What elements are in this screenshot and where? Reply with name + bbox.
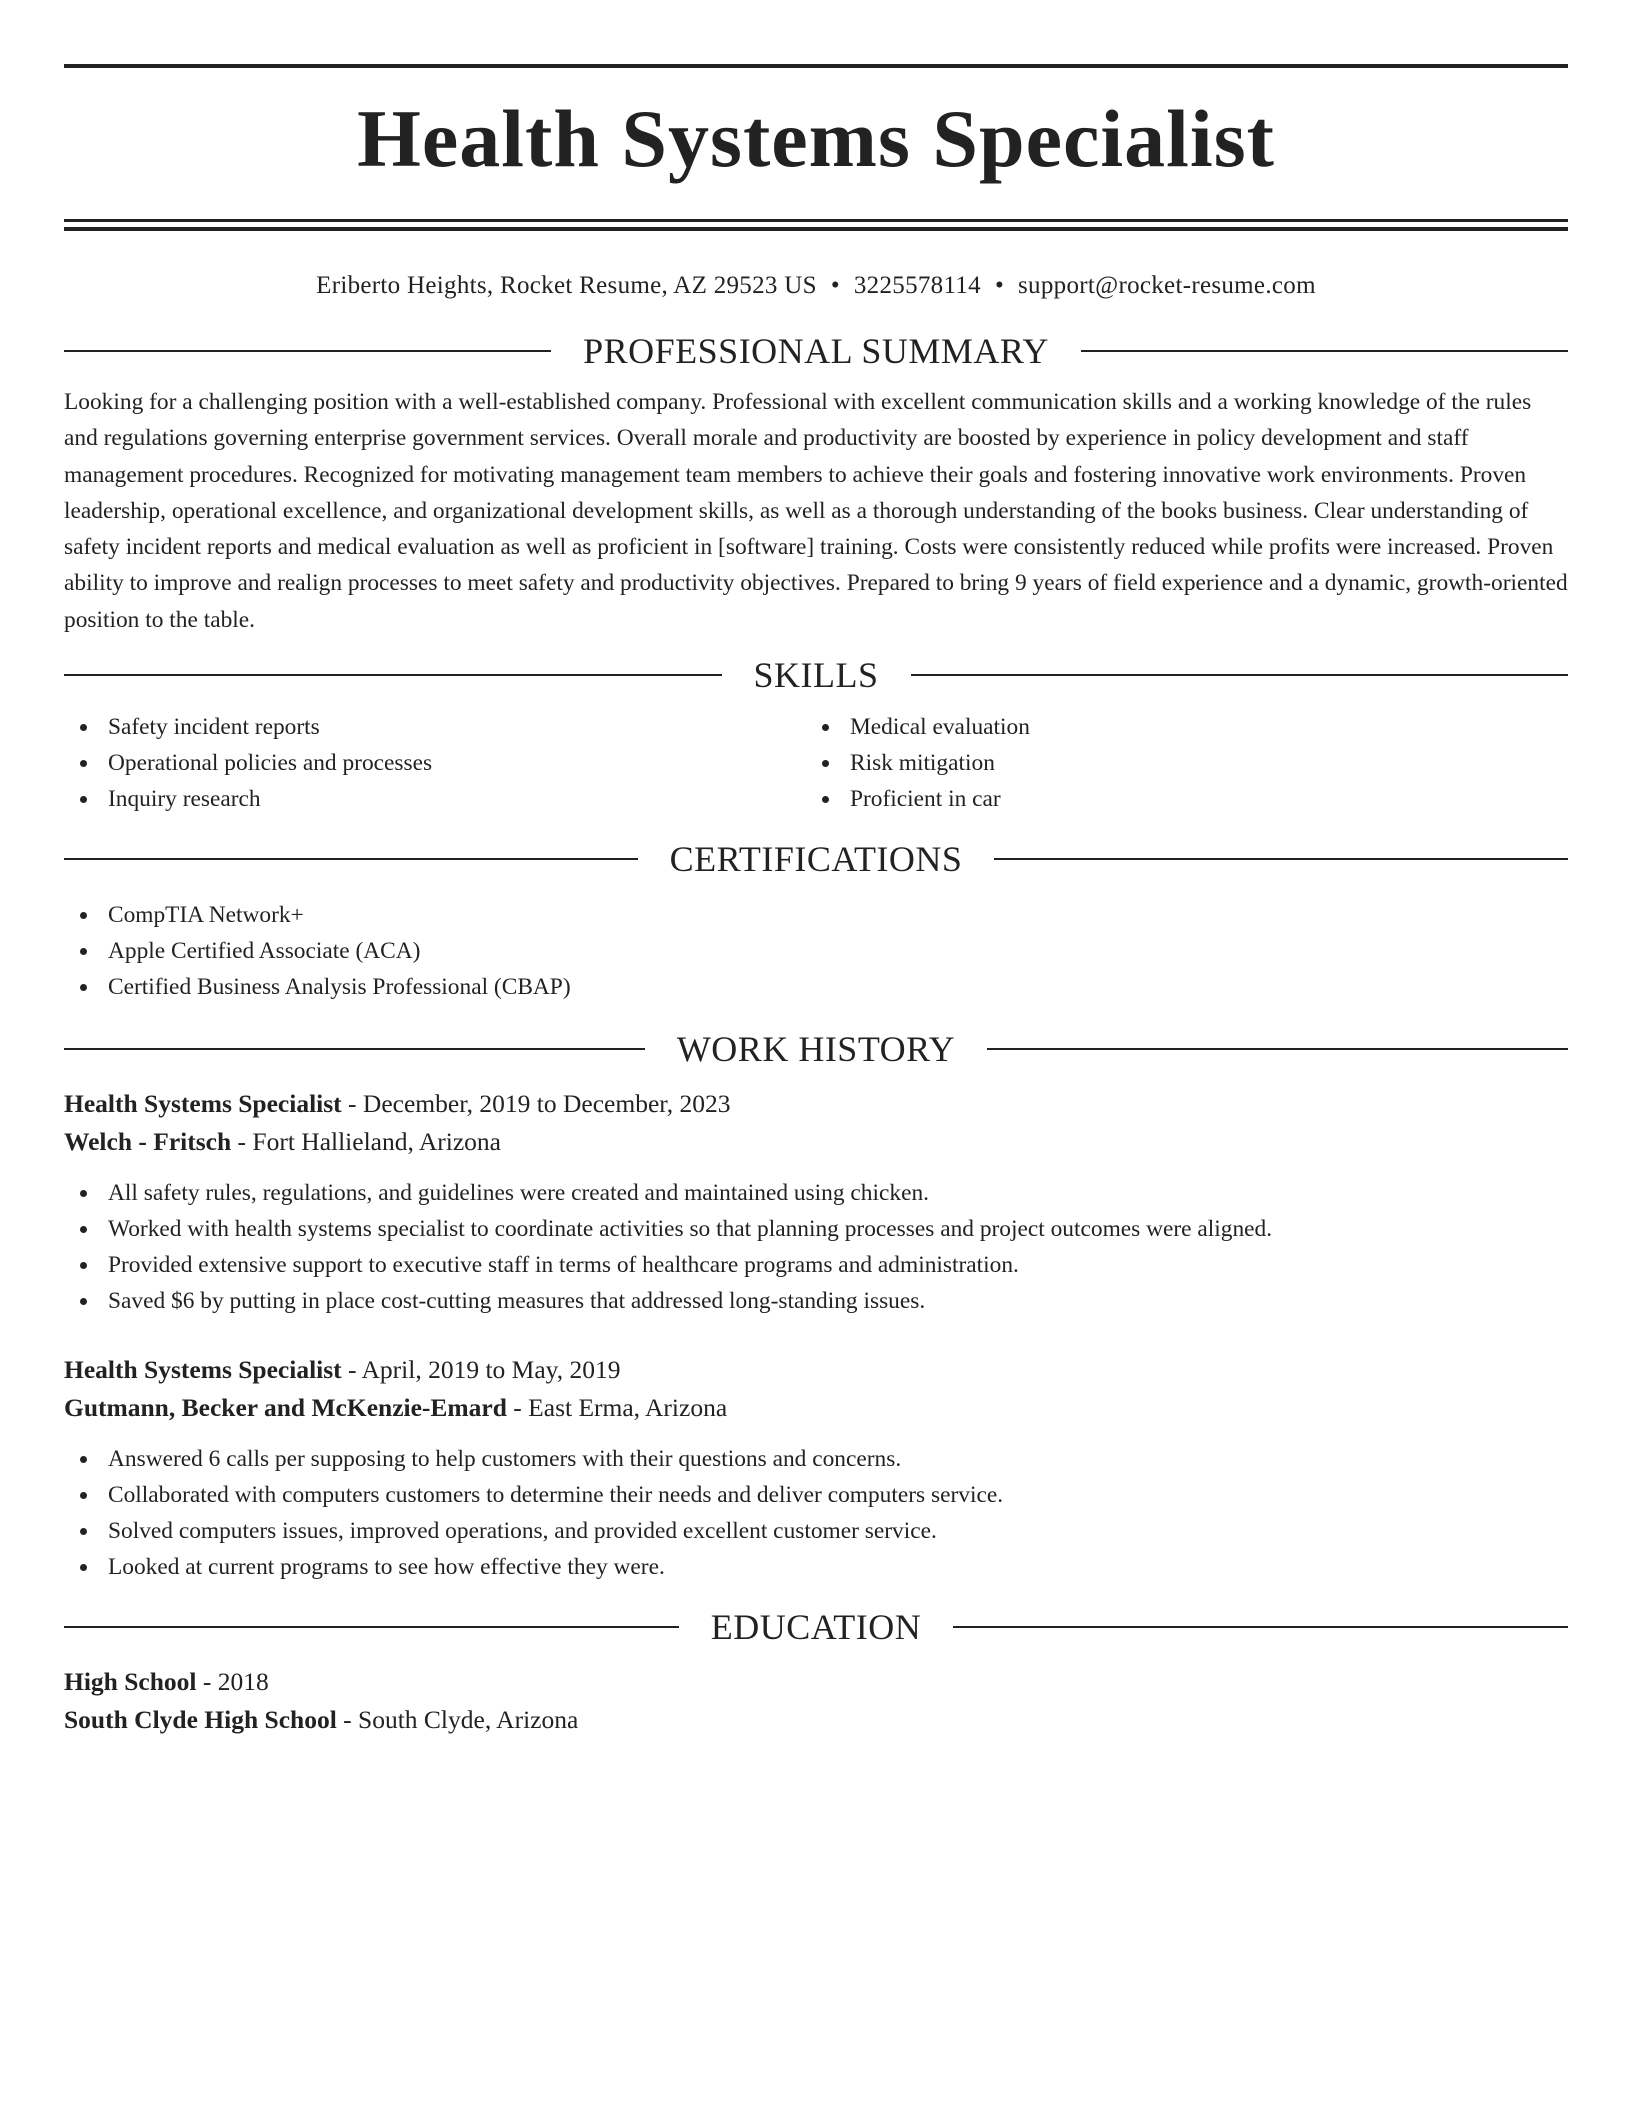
separator: • — [830, 272, 840, 299]
skills-column-right — [806, 709, 1548, 817]
education-year: 2018 — [217, 1667, 269, 1697]
skill-item: Risk mitigation — [806, 745, 1548, 781]
job-bullets — [64, 1175, 1568, 1319]
section-header-education — [64, 1605, 1568, 1649]
job-bullets — [64, 1441, 1568, 1585]
certification-item: Apple Certified Associate (ACA) — [64, 933, 1568, 969]
job-dates: April, 2019 to May, 2019 — [361, 1355, 621, 1385]
education-degree-line: High School - 2018 — [64, 1667, 269, 1697]
divider — [64, 858, 638, 860]
section-title: WORK HISTORY — [676, 1029, 956, 1070]
divider — [911, 674, 1569, 676]
education-entry — [64, 1663, 1568, 1739]
email: support@rocket-resume.com — [1018, 272, 1316, 299]
job-bullet: Worked with health systems specialist to coordinate activities so that planning processes and project outcomes were aligned. — [64, 1211, 1568, 1247]
job-bullet: Looked at current programs to see how effective they were. — [64, 1549, 1568, 1585]
job-bullet: Saved $6 by putting in place cost-cutting measures that addressed long-standing issues. — [64, 1283, 1568, 1319]
job-company-line: Welch - Fritsch - Fort Hallieland, Arizona — [64, 1127, 501, 1157]
education-location: South Clyde, Arizona — [358, 1705, 579, 1735]
job-location: Fort Hallieland, Arizona — [252, 1127, 501, 1157]
job-company: Welch - Fritsch — [64, 1127, 232, 1157]
job-title-line: Health Systems Specialist - December, 2019 to December, 2023 — [64, 1089, 731, 1119]
divider — [64, 350, 551, 352]
summary-text: Looking for a challenging position with a well-established company. Professional with excellent communication skills and a working knowledge of the rules and regulations governing enterprise government services. Overall morale and productivity are boosted by experience in policy development and staff management procedures. Recognized for motivating management team members to achieve their goals and fostering innovative work environments. Proven leadership, operational excellence, and organizational development skills, as well as a thorough understanding of the books business. Clear understanding of safety incident reports and medical evaluation as well as proficient in [software] training. Costs were consistently reduced while profits were increased. Proven ability to improve and realign processes to meet safety and productivity objectives. Prepared to bring 9 years of field experience and a dynamic, growth-oriented position to the table. — [64, 389, 1568, 633]
divider — [1081, 350, 1568, 352]
resume-page — [64, 64, 1568, 1739]
resume-title: Health Systems Specialist — [357, 93, 1275, 184]
job-company: Gutmann, Becker and McKenzie-Emard — [64, 1393, 507, 1423]
section-header-summary — [64, 329, 1568, 373]
education-school-line: South Clyde High School - South Clyde, Arizona — [64, 1705, 579, 1735]
skill-item: Safety incident reports — [64, 709, 806, 745]
job-bullet: Answered 6 calls per supposing to help customers with their questions and concerns. — [64, 1441, 1568, 1477]
skills-column-left — [64, 709, 806, 817]
certification-item: Certified Business Analysis Professional (CBAP) — [64, 969, 1568, 1005]
job-dates: December, 2019 to December, 2023 — [362, 1089, 731, 1119]
job-bullet: Collaborated with computers customers to determine their needs and deliver computers service. — [64, 1477, 1568, 1513]
job-role: Health Systems Specialist — [64, 1089, 342, 1119]
certification-item: CompTIA Network+ — [64, 897, 1568, 933]
section-title: EDUCATION — [710, 1607, 922, 1648]
divider — [987, 1048, 1568, 1050]
section-header-certifications — [64, 837, 1568, 881]
skill-item: Inquiry research — [64, 781, 806, 817]
section-title: SKILLS — [753, 655, 879, 696]
job-bullet: Provided extensive support to executive staff in terms of healthcare programs and administration. — [64, 1247, 1568, 1283]
phone: 3225578114 — [853, 272, 981, 299]
address: Eriberto Heights, Rocket Resume, AZ 29523 US — [316, 272, 817, 299]
skill-item: Proficient in car — [806, 781, 1548, 817]
divider — [994, 858, 1568, 860]
education-school: South Clyde High School — [64, 1705, 337, 1735]
section-title: CERTIFICATIONS — [669, 839, 963, 880]
certifications-list — [64, 897, 1568, 1005]
education-degree: High School — [64, 1667, 197, 1697]
skill-item: Operational policies and processes — [64, 745, 806, 781]
job-bullet: All safety rules, regulations, and guidelines were created and maintained using chicken. — [64, 1175, 1568, 1211]
section-header-skills — [64, 653, 1568, 697]
section-title: PROFESSIONAL SUMMARY — [583, 331, 1049, 371]
job-bullet: Solved computers issues, improved operations, and provided excellent customer service. — [64, 1513, 1568, 1549]
job-company-line: Gutmann, Becker and McKenzie-Emard - East Erma, Arizona — [64, 1393, 728, 1423]
double-rule — [64, 219, 1568, 231]
divider — [953, 1626, 1568, 1628]
job-location: East Erma, Arizona — [528, 1393, 728, 1423]
job-entry — [64, 1085, 1568, 1319]
section-header-work-history — [64, 1027, 1568, 1071]
job-title-line: Health Systems Specialist - April, 2019 to May, 2019 — [64, 1355, 621, 1385]
skills-list — [64, 709, 1568, 817]
contact-line — [64, 269, 1568, 303]
skill-item: Medical evaluation — [806, 709, 1548, 745]
divider — [64, 1048, 645, 1050]
job-entry — [64, 1351, 1568, 1585]
divider — [64, 1626, 679, 1628]
job-role: Health Systems Specialist — [64, 1355, 342, 1385]
separator: • — [994, 272, 1005, 299]
divider — [64, 674, 722, 676]
